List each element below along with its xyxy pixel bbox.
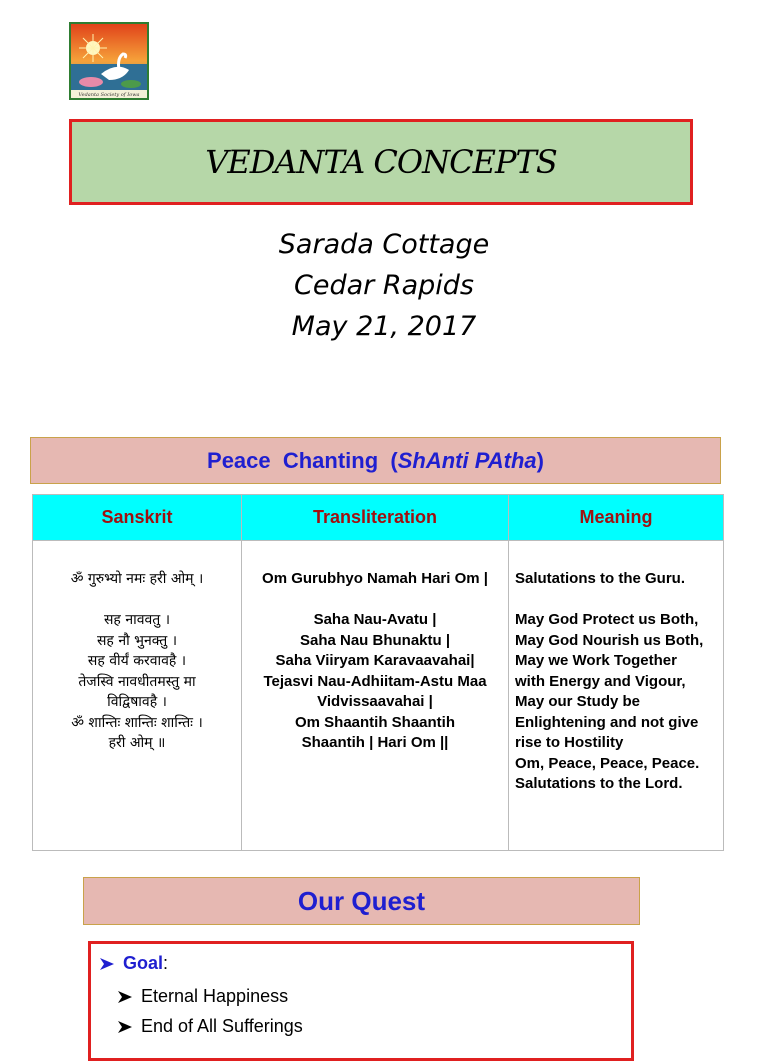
goal-heading	[99, 953, 168, 974]
transliteration-line: Tejasvi Nau-Adhiitam-Astu Maa	[263, 672, 487, 690]
sanskrit-line: तेजस्वि नावधीतमस्तु मा	[78, 673, 196, 690]
transliteration-line: Shaantih | Hari Om ||	[301, 734, 449, 751]
swan-lotus-icon	[71, 24, 147, 98]
sanskrit-line: विद्विषावहै ।	[107, 694, 167, 710]
transliteration-line	[248, 590, 502, 611]
peace-chanting-heading	[30, 437, 721, 484]
goal-label: Goal	[123, 953, 164, 973]
venue-city: Cedar Rapids	[294, 270, 474, 301]
meaning-line: with Energy and Vigour,	[515, 672, 686, 690]
our-quest-title: Our Quest	[297, 885, 426, 916]
table-header-row	[33, 495, 724, 541]
header-meaning: Meaning	[509, 495, 724, 541]
peace-chanting-label: Peace Chanting (	[207, 447, 398, 473]
peace-chant-table	[32, 494, 724, 851]
meaning-cell	[509, 541, 724, 851]
transliteration-line: Vidvissaavahai |	[317, 693, 433, 710]
svg-text:Vedanta Society of Iowa: Vedanta Society of Iowa	[78, 92, 140, 98]
event-date: May 21, 2017	[291, 311, 477, 342]
shanti-patha-label: ShAnti PAtha	[397, 447, 537, 473]
table-row	[33, 541, 724, 851]
meaning-line: May God Protect us Both,	[515, 611, 699, 628]
sanskrit-line: हरी ओम् ॥	[108, 735, 166, 751]
header-transliteration: Transliteration	[242, 495, 509, 541]
transliteration-line: Saha Viiryam Karavaavahai|	[275, 652, 475, 669]
meaning-line: Salutations to the Guru.	[515, 570, 686, 587]
header-sanskrit: Sanskrit	[33, 495, 242, 541]
transliteration-line: Saha Nau-Avatu |	[313, 611, 437, 628]
goal-item-text: End of All Sufferings	[141, 1016, 303, 1036]
meaning-line: May God Nourish us Both,	[515, 631, 704, 649]
sanskrit-line: सह नाववतु ।	[103, 612, 171, 628]
goal-item-text: Eternal Happiness	[141, 986, 289, 1006]
peace-chanting-close: )	[536, 447, 544, 473]
meaning-line: Salutations to the Lord.	[515, 775, 683, 792]
sanskrit-line: सह नौ भुनक्तु ।	[96, 632, 178, 649]
transliteration-cell	[242, 541, 509, 851]
meaning-line: Enlightening and not give	[515, 713, 699, 731]
vedanta-society-logo	[69, 22, 149, 100]
meaning-line: rise to Hostility	[515, 734, 624, 751]
title-banner	[69, 119, 693, 205]
sanskrit-line	[39, 590, 235, 611]
sanskrit-cell	[33, 541, 242, 851]
goal-item	[117, 1016, 303, 1037]
transliteration-line: Om Shaantih Shaantih	[294, 713, 456, 731]
sanskrit-line: सह वीर्यं करवावहै ।	[87, 653, 187, 669]
sanskrit-line: ॐ शान्तिः शान्तिः शान्तिः ।	[71, 714, 203, 731]
goal-label-colon: :	[163, 953, 169, 973]
our-quest-heading	[83, 877, 640, 925]
transliteration-line: Saha Nau Bhunaktu |	[299, 631, 451, 649]
venue-name: Sarada Cottage	[278, 229, 490, 260]
arrow-bullet-icon	[117, 990, 133, 1004]
meaning-line: Om, Peace, Peace, Peace.	[515, 754, 700, 772]
meaning-line: May our Study be	[515, 693, 641, 710]
meaning-line: May we Work Together	[515, 652, 677, 669]
goal-box	[88, 941, 634, 1061]
meaning-line	[515, 590, 717, 611]
goal-item	[117, 986, 288, 1007]
arrow-bullet-icon	[117, 1020, 133, 1034]
page-title: VEDANTA CONCEPTS	[205, 143, 557, 181]
sanskrit-line: ॐ गुरुभ्यो नमः हरी ओम् ।	[70, 571, 204, 587]
arrow-bullet-icon	[99, 957, 115, 971]
transliteration-line: Om Gurubhyo Namah Hari Om |	[262, 570, 488, 587]
